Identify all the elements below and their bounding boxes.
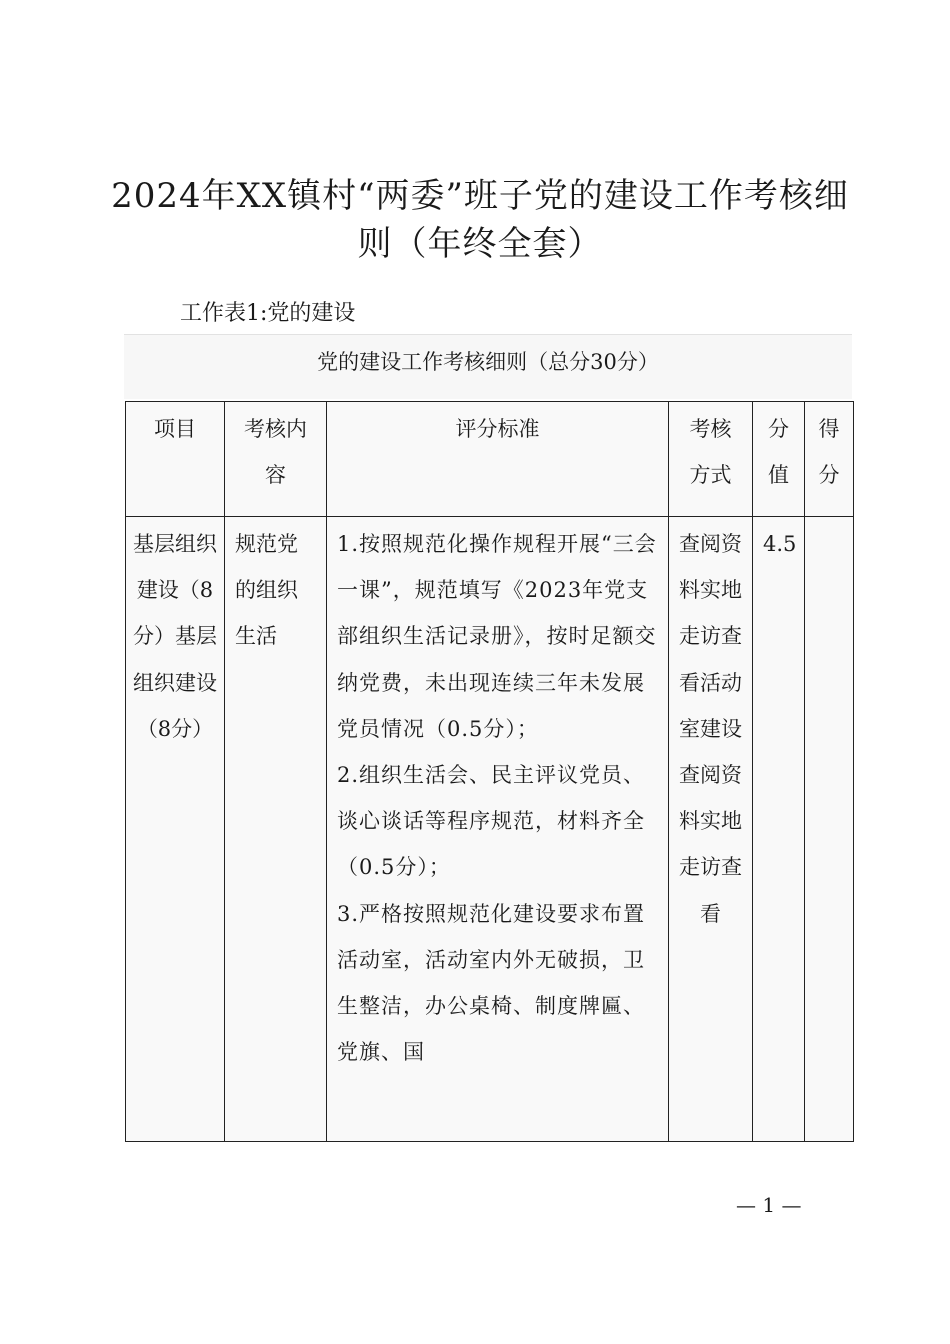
cell-standard: 1.按照规范化操作规程开展“三会一课”，规范填写《2023年党支部组织生活记录册》，按时足额交纳党费，未出现连续三年未发展党员情况（0.5分）； 2.组织生活会、民主评议党员、谈心谈话等程序规范，材料齐全（0.5分）； 3.严格按照规范化建设要求布置活动室，活动室内外无破损，卫生整洁，办公桌椅、制度牌匾、党旗、国	[327, 517, 669, 1142]
header-points: 得分	[805, 402, 854, 517]
header-content: 考核内容	[225, 402, 327, 517]
table-caption: 党的建设工作考核细则（总分30分）	[124, 334, 852, 399]
cell-content: 规范党的组织生活	[225, 517, 327, 1142]
header-standard: 评分标准	[327, 402, 669, 517]
table-row	[126, 517, 854, 1142]
cell-score: 4.5	[753, 517, 805, 1142]
header-project: 项目	[126, 402, 225, 517]
cell-method: 查阅资料实地走访查看活动室建设查阅资料实地走访查看	[669, 517, 753, 1142]
page-number: — 1 —	[736, 1193, 802, 1217]
cell-project: 基层组织建设（8分）基层组织建设（8分）	[126, 517, 225, 1142]
worksheet-subtitle: 工作表1:党的建设	[180, 301, 356, 326]
header-score: 分值	[753, 402, 805, 517]
cell-points	[805, 517, 854, 1142]
assessment-table	[125, 401, 854, 1142]
header-method: 考核方式	[669, 402, 753, 517]
table-header-row	[126, 402, 854, 517]
document-title: 2024年XX镇村“两委”班子党的建设工作考核细则（年终全套）	[111, 176, 849, 264]
